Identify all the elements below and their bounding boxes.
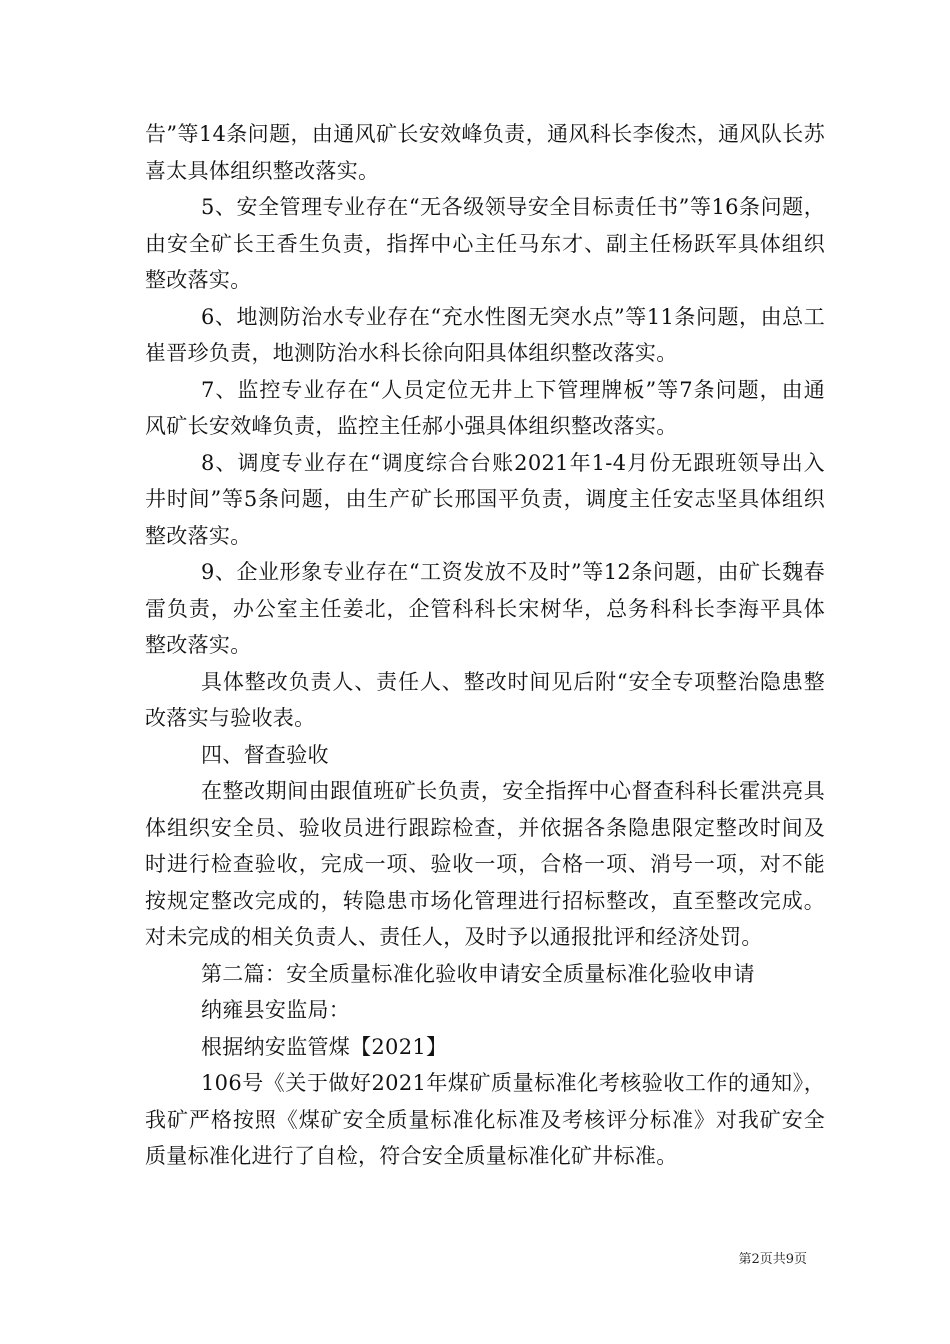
paragraph: 在整改期间由跟值班矿长负责，安全指挥中心督查科科长霍洪亮具体组织安全员、验收员进行跟踪检查，并依据各条隐患限定整改时间及时进行检查验收，完成一项、验收一项，合格一项、消号一项，对不能按规定整改完成的，转隐患市场化管理进行招标整改，直至整改完成。对未完成的相关负责人、责任人，及时予以通报批评和经济处罚。: [145, 779, 825, 949]
paragraph: 106号《关于做好2021年煤矿质量标准化考核验收工作的通知》，我矿严格按照《煤矿安全质量标准化标准及考核评分标准》对我矿安全质量标准化进行了自检，符合安全质量标准化矿井标准。: [145, 1071, 825, 1168]
paragraph: 根据纳安监管煤【2021】: [201, 1034, 448, 1059]
paragraph: 7、监控专业存在“人员定位无井上下管理牌板”等7条问题，由通风矿长安效峰负责，监控主任郝小强具体组织整改落实。: [145, 377, 825, 438]
paragraph: 6、地测防治水专业存在“充水性图无突水点”等11条问题，由总工崔晋珍负责，地测防治水科长徐向阳具体组织整改落实。: [145, 304, 825, 365]
paragraph: 5、安全管理专业存在“无各级领导安全目标责任书”等16条问题，由安全矿长王香生负责，指挥中心主任马东才、副主任杨跃军具体组织整改落实。: [145, 195, 825, 292]
paragraph: 告”等14条问题，由通风矿长安效峰负责，通风科长李俊杰，通风队长苏喜太具体组织整改落实。: [145, 122, 825, 183]
document-body: [145, 116, 825, 1175]
section-title: 第二篇：安全质量标准化验收申请安全质量标准化验收申请: [201, 961, 755, 986]
paragraph: 9、企业形象专业存在“工资发放不及时”等12条问题，由矿长魏春雷负责，办公室主任姜北，企管科科长宋树华，总务科科长李海平具体整改落实。: [145, 560, 825, 657]
paragraph: 具体整改负责人、责任人、整改时间见后附“安全专项整治隐患整改落实与验收表。: [145, 669, 825, 730]
page-number: 第2页共9页: [738, 1252, 807, 1267]
paragraph: 8、调度专业存在“调度综合台账2021年1-4月份无跟班领导出入井时间”等5条问题，由生产矿长邢国平负责，调度主任安志坚具体组织整改落实。: [145, 450, 825, 548]
section-heading: 四、督查验收: [201, 742, 329, 767]
addressee: 纳雍县安监局：: [201, 998, 351, 1022]
